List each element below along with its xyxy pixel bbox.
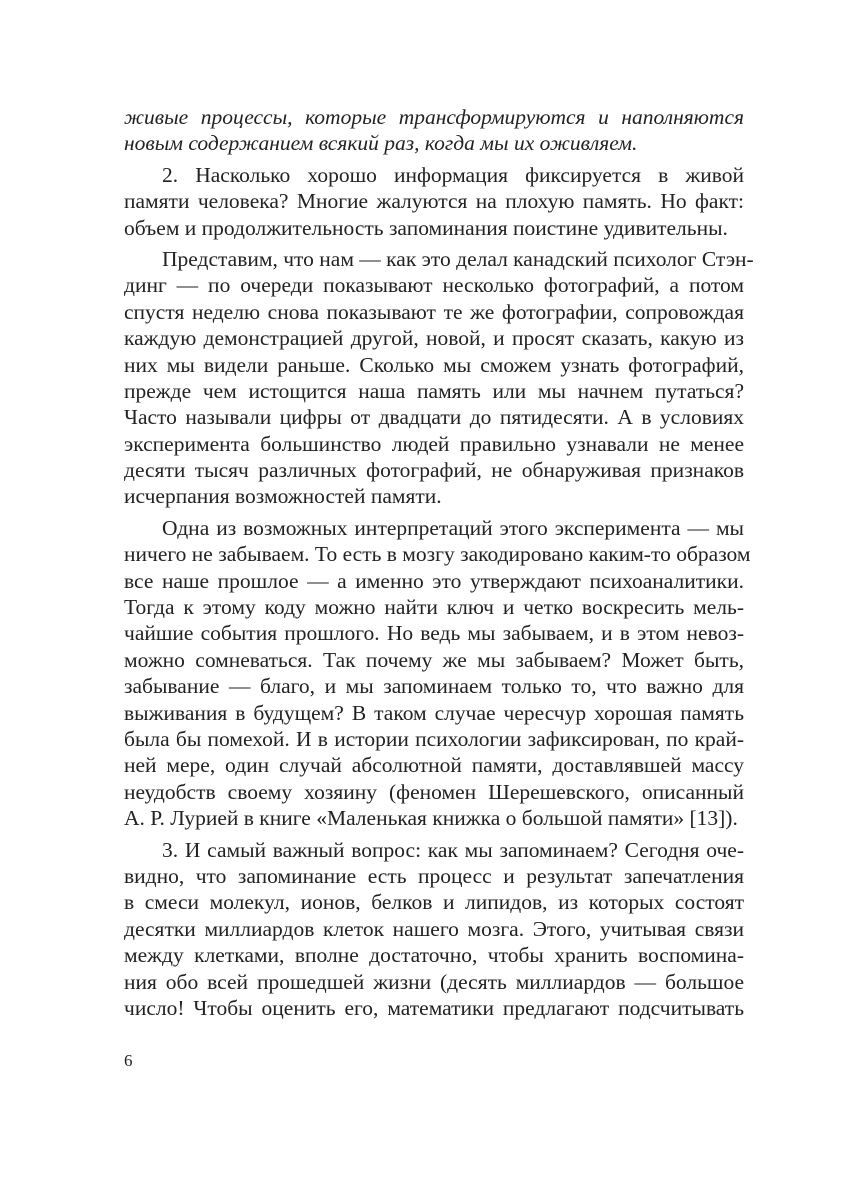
text-line: Часто называли цифры от двадцати до пятидесяти. А в условиях [124, 405, 744, 430]
text-line: все наше прошлое — а именно это утверждают психоаналитики. [124, 568, 744, 593]
paragraph-continuation [124, 104, 744, 157]
page-number: 6 [124, 1051, 133, 1070]
text-line: Представим, что нам — как это делал канадский психолог Стэн- [162, 246, 754, 271]
text-line: каждую демонстрацией другой, новой, и просят сказать, какую из [124, 326, 744, 351]
text-line: десяти тысяч различных фотографий, не обнаруживая признаков [124, 458, 744, 483]
paragraph-standing-experiment [124, 246, 754, 510]
text-line: десятки миллиардов клеток нашего мозга. Этого, учитывая связи [124, 916, 744, 941]
text-line: А. Р. Лурией в книге «Маленькая книжка о большой памяти» [13]). [124, 806, 738, 831]
text-line: Одна из возможных интерпретаций этого эксперимента — мы [162, 515, 744, 540]
text-line: видно, что запоминание есть процесс и результат запечатления [124, 863, 744, 888]
text-line: была бы помехой. И в истории психологии зафиксирован, по край- [124, 726, 744, 751]
text-line: забывание — благо, и мы запоминаем только то, что важно для [124, 674, 744, 699]
text-line: объем и продолжительность запоминания поистине удивительны. [124, 215, 728, 240]
text-line: новым содержанием всякий раз, когда мы их оживляем. [124, 131, 638, 156]
text-line: Тогда к этому коду можно найти ключ и четко воскресить мель- [124, 595, 744, 620]
text-line: в смеси молекул, ионов, белков и липидов, из которых состоят [124, 890, 744, 915]
text-line: чайшие события прошлого. Но ведь мы забываем, и в этом невоз- [124, 621, 744, 646]
text-line: динг — по очереди показывают несколько фотографий, а потом [124, 273, 744, 298]
paragraph-point-3 [124, 837, 744, 1022]
text-line: выживания в будущем? В таком случае чересчур хорошая память [124, 700, 744, 725]
text-line: 2. Насколько хорошо информация фиксируется в живой [162, 162, 744, 187]
text-line: ния обо всей прошедшей жизни (десять миллиардов — большое [124, 969, 744, 994]
text-line: 3. И самый важный вопрос: как мы запоминаем? Сегодня оче- [162, 837, 744, 862]
paragraph-point-2 [124, 162, 744, 241]
text-line: исчерпания возможностей памяти. [124, 484, 442, 509]
page-body [124, 104, 754, 1021]
text-line: памяти человека? Многие жалуются на плохую память. Но факт: [124, 189, 744, 214]
text-line: ней мере, один случай абсолютной памяти, доставлявшей массу [124, 753, 744, 778]
text-line: спустя неделю снова показывают те же фотографии, сопровождая [124, 299, 744, 324]
text-line: ничего не забываем. То есть в мозгу закодировано каким-то образом [124, 542, 751, 567]
text-line: них мы видели раньше. Сколько мы сможем узнать фотографий, [124, 352, 744, 377]
text-line: между клетками, вполне достаточно, чтобы хранить воспомина- [124, 943, 744, 968]
text-line: эксперимента большинство людей правильно узнавали не менее [124, 431, 744, 456]
text-line: неудобств своему хозяину (феномен Шерешевского, описанный [124, 779, 744, 804]
text-line: можно сомневаться. Так почему же мы забываем? Может быть, [124, 647, 744, 672]
paragraph-interpretation [124, 515, 751, 832]
text-line: число! Чтобы оценить его, математики предлагают подсчитывать [124, 995, 744, 1020]
text-line: живые процессы, которые трансформируются и наполняются [124, 105, 744, 129]
text-line: прежде чем истощится наша память или мы начнем путаться? [124, 378, 744, 403]
